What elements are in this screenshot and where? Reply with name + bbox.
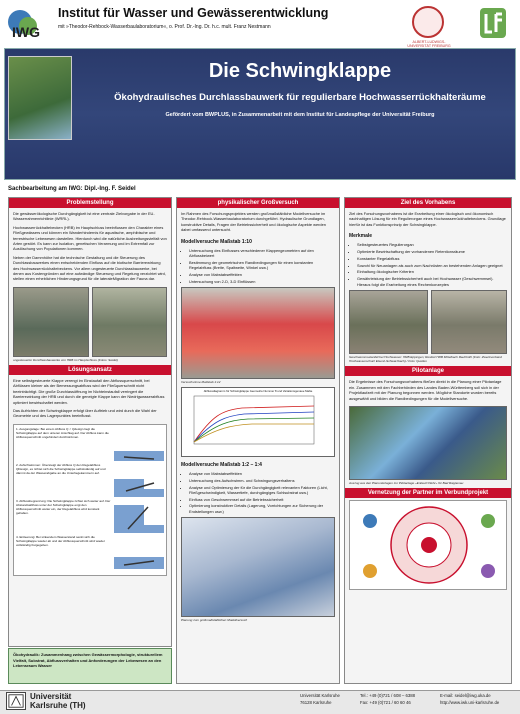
uni-name-line-1: Universität [30,692,72,701]
list-item: • Bestimmung der geometrischen Randbedingungen für einen konstanten Regelabfluss (Breite, Spaltweite, Winkel usw.) [189,260,333,271]
debris-photos [345,288,511,354]
institute-title: Institut für Wasser und Gewässerentwicklung [58,6,329,20]
ziel-text: Ziel des Forschungsvorhabens ist die Erarbeitung einer ökologisch und ökonomisch nachhaltigen Lösung für ein Regulierorgan eines Hochwasserrückhaltebeckens. Grundlage hierfür ist das Funktionsprinzip der Schwingklappe. [349,211,506,227]
phone-number: Tel.: +49 (0)721 / 608 – 6388 [360,693,416,698]
debris-photo-2 [431,290,507,354]
footer-phone [360,692,415,706]
address-line-1: Universität Karlsruhe [300,693,340,698]
culvert-photo-1 [13,287,89,357]
problem-text-3: Neben der Dammhöhe hat die technische Gestaltung und die Steuerung des Durchlassbauwerkes einen entscheidenden Einfluss auf die biotische Barrierewirkung des Hochwasserrückhaltebeckens. Vor allem ungesteuerte Durchlassbauwerke, bei denen aus Kostengründen auf eine aufwändige Steuerung und Regelung verzichtet wird, stellen einen erheblichen Hinderungsgrund für die lateraleMigration der Fauna dar. [13,254,166,282]
section-heading-problem: Problemstellung [9,198,171,208]
column-right [344,197,512,684]
list-item: • Optimierte Bewirtschaftung der vorhandenen Retentionsräume [357,249,505,254]
svg-text:IWG: IWG [12,24,40,40]
loesung-text-2: Das Aufrichten der Schwingklappe erfolgt über Auftrieb und wird durch die Wahl der Geometrie und des Lagerpunktes beeinflusst. [13,407,157,419]
fax-number: Fax: +49 (0)721 / 60 60 46 [360,700,411,705]
list-item: • Untersuchung des Einflusses verschiedener Klappengeometrien auf den Abflussbeiwert [189,248,333,259]
problem-photo-caption: ungesteuerter Durchlassbauwerke von HRB im Hauptschluss (Fotos: Seidel) [13,357,118,362]
flume-photo-caption: Versuchsrinne Maßstab 1:12 [181,379,221,384]
problem-photos [9,285,171,357]
uni-freiburg-label: ALBERT-LUDWIGS-UNIVERSITÄT FREIBURG [407,40,451,48]
chart-plot [182,394,336,452]
step-4 [16,535,164,571]
model1-title: Modellversuche Maßstab 1:10 [181,238,252,245]
problem-text-1: Die gewässerökologische Durchgängigkeit ist eine zentrale Zielvorgabe in der EU-Wasserrahmenrichtlinie (WRRL). [13,211,155,222]
merkmale-title: Merkmale [349,233,373,240]
step-3-text: 3. Abflussbegrenzung: Die Schwingklappe richtet sich weiter auf. Der Abstandsabfluss unter der Schwingklappe engt den Abflussquerschnitt weiter ein, der Regelabfluss wird konstant gehalten. [16,498,111,516]
institute-subtitle: mit »Theodor-Rehbock-Wasserbaulaboratorium«, o. Prof. Dr.-Ing. Dr. h.c. mult. Franz Nestmann [58,24,271,30]
model1-list [177,246,339,284]
problem-text-2: Hochwasserrückhaltebecken (HRB) im Hauptschluss beeinflussen den Charakter eines Fließgewässers und können ein Wanderhindernis für aquatische, amphibische und terrestrische Lebewesen darstellen. Hierdurch wird die natürliche Ausbreitungsvielfalt von Arten gestört. Es kann zur Isolation, genetischen Verarmung und im Extremfall zur Auslöschung von Populationen kommen. [13,224,167,252]
steps-diagram [13,424,167,576]
poster-credit: Gefördert vom BWPLUS, in Zusammenarbeit mit dem Institut für Landespflege der Universität Freiburg [165,112,435,118]
step-3-sketch [114,499,164,533]
step-1 [16,427,164,463]
chart-title: Abflussdiagramm für Schwingklappe Geometrie Nummer 8 und Variationsgenaue Maße [203,388,313,393]
section-heading-ziel: Ziel des Vorhabens [345,198,511,208]
partner-diagram [349,500,507,590]
discharge-chart [181,387,335,457]
step-2-sketch [114,463,164,497]
debris-photo-1 [349,290,428,354]
uni-name-line-2: Karlsruhe (TH) [30,701,86,710]
list-item: • Einfluss von Geschwemmsel auf die Betriebssicherheit [189,497,333,502]
step-3 [16,499,164,535]
section-heading-loesung: Lösungsansatz [9,365,171,375]
poster-title: Die Schwingklappe [208,60,392,82]
list-item: • Untersuchung des Aufschwimm- und Schwingungsverhaltens [189,478,333,483]
culvert-photo-2 [92,287,168,357]
list-item: • Analyse von Mabstabseffekten [189,471,333,476]
loesung-text-1: Eine selbstgesteuerte Klappe verengt im Einstaufall den Abflussquerschnitt, bei Abflüssen kleiner als der Bemessungsabfluss wird der Fließquerschnitt nicht beeinträchtigt. Die große Durchlassöffnung im Nichteinstaufall verringert die Barrierewirkung der HRB und durch die geneigte Klappe kann der Niedrigwasserabfluss optimiert bewirtschaftet werden. [13,377,165,405]
author-line: Sachbearbeitung am IWG: Dipl.-Ing. F. Seidel [8,186,136,192]
step-1-text: 1. Ausgangslage: Bei einem Abfluss Q < Qdesign liegt die Schwingklappe auf dem unteren Anschlag auf. Der Abfluss kann die Abflussquerschnitt ungehindert durchströmen. [16,426,109,440]
step-4-text: 4. Entleerung: Bei sinkendem Wasserstand senkt sich die Schwingklappe wieder ab und der Abflussquerschnitt wird wieder vollständig freigegeben. [16,534,105,548]
list-item: • Sowohl für Neuanlagen als auch zum Nachrüsten an bestehenden Anlagen geeignet [357,263,505,268]
section-heading-pilot: Pilotanlage [345,366,511,376]
step-4-sketch [114,535,164,569]
flume-photo [181,287,335,379]
model-rendering-caption: Planung zum großmaßstäblichen Modellversuch [181,617,248,622]
section-heading-partner: Vernetzung der Partner im Verbundprojekt [345,488,511,498]
list-item: • Untersuchung von 2-D, 3-D Einflüssen [189,279,333,284]
website-link[interactable]: http://www.iwk.uni-karlsruhe.de [440,700,500,705]
address-line-2: 76128 Karlsruhe [300,700,332,705]
uni-freiburg-seal-icon [412,6,444,38]
pilot-text: Die Ergebnisse des Forschungsvorhabens fließen direkt in die Planung einer Pilotanlage ein. Zusammen mit den Fachbehörden des Landes Baden-Württemberg soll sich in der Projektlaufzeit mit der Planung begonnen werden. Mögliche Standorte wurden bereits ausgewählt und bilden die Randbedingungen für die Modellversuche. [349,379,502,401]
oekohydraulik-text: Ökohydraulik: Zusammenhang zwischen Gewässermorphologie, strukturellem Vielfalt, Substrat, Abflussverhalten und Anforderungen der Lebewesen an den Lebensraum Wasser [13,652,163,669]
section-heading-phys: physikalischer Großversuch [177,198,339,208]
step-2 [16,463,164,499]
column-left [8,197,172,647]
debris-photo-caption: Geschwemmselanfall bei Hochwasser: HRB Eppingen; Restteil HRB Mittelbach Rauhbühl (Foto: Zweckverband Hochwasserschutz Elsenz-Schwarzbach) / Foto: Quellen [349,355,502,364]
list-item: • Optimierung konstruktiver Details (Lagerung, Vorrichtungen zur Sicherung der Endstellungen usw.) [189,503,333,514]
phys-text: Im Rahmen des Forschungsprojektes werden großmaßstäbliche Modellversuche im Theodor-Rehbock-Wasserbaulaboratorium durchgeführt. Hydraulische Grundlagen, konstruktive Details, Fragen der Betriebssicherheit und ökologische Aspekte werden dabei umfassend untersucht. [181,211,326,233]
list-item: • Konstanter Regelabfluss [357,256,505,261]
ilf-logo [478,6,508,40]
footer-web [440,692,499,706]
banner-photo [8,56,72,140]
step-1-sketch [114,427,164,461]
model2-list [177,469,339,514]
oekohydraulik-box [8,648,172,684]
footer-address [300,692,340,706]
uni-karlsruhe-logo [6,692,26,710]
pilot-plan-image [349,406,507,480]
list-item: • Analyse von Mabstabseffekten [189,272,333,277]
partner-network [350,501,508,589]
list-item: • Einhaltung ökologischer Kriterien [357,269,505,274]
email-address[interactable]: E-mail: seidel@iwg.uka.de [440,693,491,698]
list-item: • Selbstgesteuertes Regulierorgan [357,242,505,247]
step-2-text: 2. Aufschwimmen: Übersteigt der Abfluss Q den Regelabfluss QDesign, es richtet sich die Schwingklappe selbstständig auf und dämmt da der Wasserabgabe an die Unterliegekammern auf. [16,462,106,476]
column-middle [176,197,340,684]
model-rendering [181,517,335,617]
model2-title: Modellversuche Maßstab 1:2 – 1:4 [181,461,262,468]
merkmale-list [345,240,511,287]
list-item: • Gewährleistung der Betriebssicherheit auch bei Hochwasser (Geschwemmsel). Hieraus folgt die Erarbeitung eines Rechenkonzeptes [357,276,505,287]
uni-karlsruhe-name [30,692,86,710]
poster-subtitle: Ökohydraulisches Durchlassbauwerk für regulierbare Hochwasserrückhalteräume [114,92,486,103]
pilot-plan-caption: Auszug aus den Planunterlagen zur Pilotanlage »Entwurf-Wehr« für Bad Rappenau [349,480,464,485]
list-item: • Analyse und Optimierung der für die Durchgängigkeit relevanten Faktoren (Licht, Fließgeschwindigkeit, Wassertiefe, durchgängiges Sohlsubstrat usw.) [189,485,333,496]
iwg-logo [6,6,50,40]
